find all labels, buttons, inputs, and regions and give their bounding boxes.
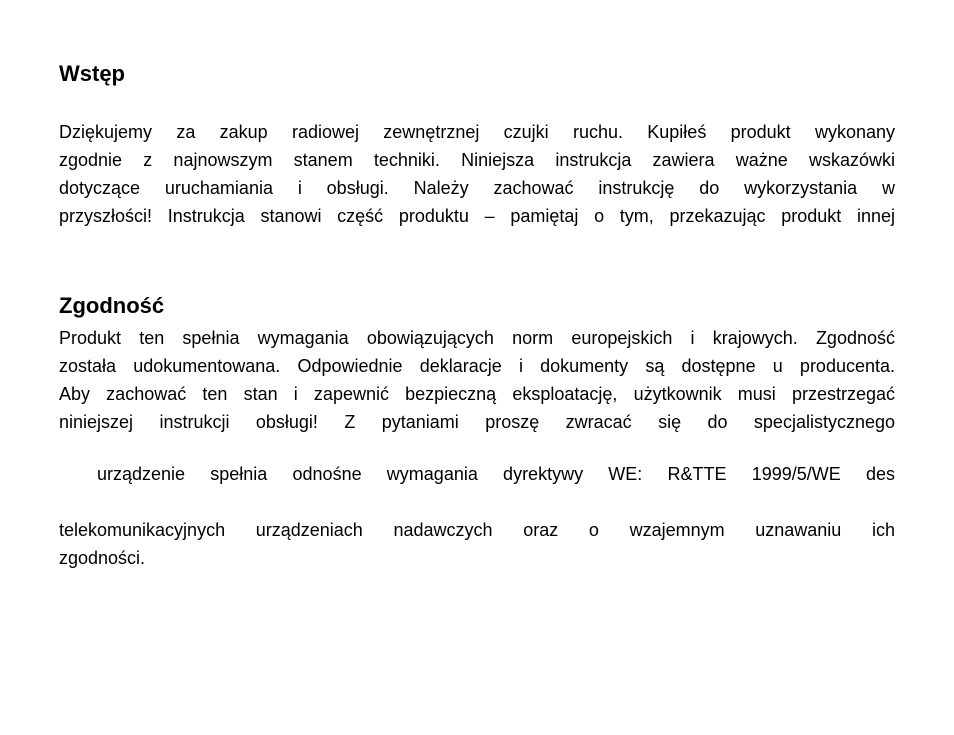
conformity-line: Produkt ten spełnia wymagania obowiązujących norm europejskich i krajowych. Zgodność [59, 328, 895, 348]
closing-line: telekomunikacyjnych urządzeniach nadawczych oraz o wzajemnym uznawaniu ich [59, 520, 895, 540]
intro-line: zgodnie z najnowszym stanem techniki. Niniejsza instrukcja zawiera ważne wskazówki [59, 150, 895, 170]
conformity-paragraph [59, 324, 895, 436]
conformity-heading: Zgodność [59, 293, 165, 318]
conformity-line: niniejszej instrukcji obsługi! Z pytaniami proszę zwracać się do specjalistycznego [59, 412, 895, 432]
intro-paragraph [59, 118, 895, 230]
conformity-line: Aby zachować ten stan i zapewnić bezpieczną eksploatację, użytkownik musi przestrzegać [59, 384, 895, 404]
intro-line: przyszłości! Instrukcja stanowi część produktu – pamiętaj o tym, przekazując produkt innej [59, 206, 895, 226]
directive-line: urządzenie spełnia odnośne wymagania dyrektywy WE: R&TTE 1999/5/WE des [97, 464, 895, 484]
intro-line: dotyczące uruchamiania i obsługi. Należy zachować instrukcję do wykorzystania w [59, 178, 895, 198]
conformity-line: została udokumentowana. Odpowiednie deklaracje i dokumenty są dostępne u producenta. [59, 356, 895, 376]
closing-line: zgodności. [59, 548, 146, 568]
closing-paragraph [59, 516, 895, 572]
intro-heading: Wstęp [59, 61, 125, 86]
intro-line: Dziękujemy za zakup radiowej zewnętrznej czujki ruchu. Kupiłeś produkt wykonany [59, 122, 895, 142]
